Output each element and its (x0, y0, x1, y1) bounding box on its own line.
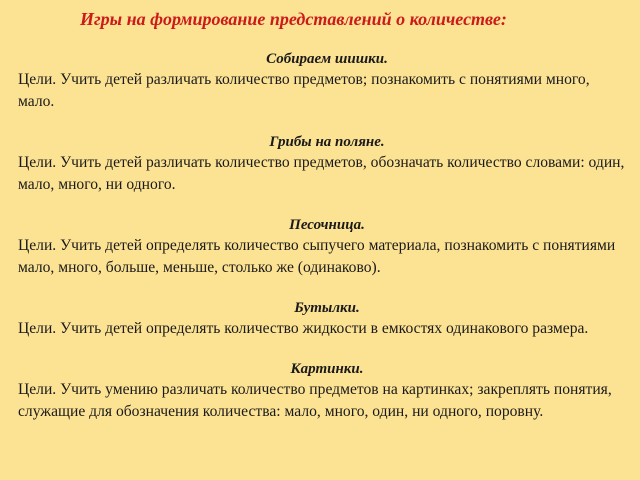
game-goal: Цели. Учить детей различать количество предметов; познакомить с понятиями много, мало. (18, 71, 590, 110)
game-item-sandbox (18, 216, 628, 279)
game-title: Собираем шишки. (266, 51, 388, 67)
game-goal: Цели. Учить детей определять количество сыпучего материала, познакомить с понятиями мало, много, больше, меньше, столько же (одинаково). (18, 237, 616, 276)
game-title: Бутылки. (294, 300, 360, 316)
games-list (18, 50, 628, 423)
game-goal: Цели. Учить умению различать количество предметов на картинках; закреплять понятия, служащие для обозначения количества: мало, много, один, ни одного, поровну. (18, 381, 612, 420)
game-title: Грибы на поляне. (269, 134, 385, 150)
game-item-pictures (18, 360, 628, 423)
game-item-bottles (18, 299, 628, 340)
game-title: Картинки. (290, 361, 364, 377)
page-title: Игры на формирование представлений о количестве: (80, 9, 507, 29)
game-goal: Цели. Учить детей определять количество жидкости в емкостях одинакового размера. (18, 320, 589, 337)
game-item-pinecones (18, 50, 628, 113)
game-title: Песочница. (289, 217, 365, 233)
game-goal: Цели. Учить детей различать количество предметов, обозначать количество словами: один, мало, много, ни одного. (18, 154, 625, 193)
game-item-mushrooms (18, 133, 628, 196)
